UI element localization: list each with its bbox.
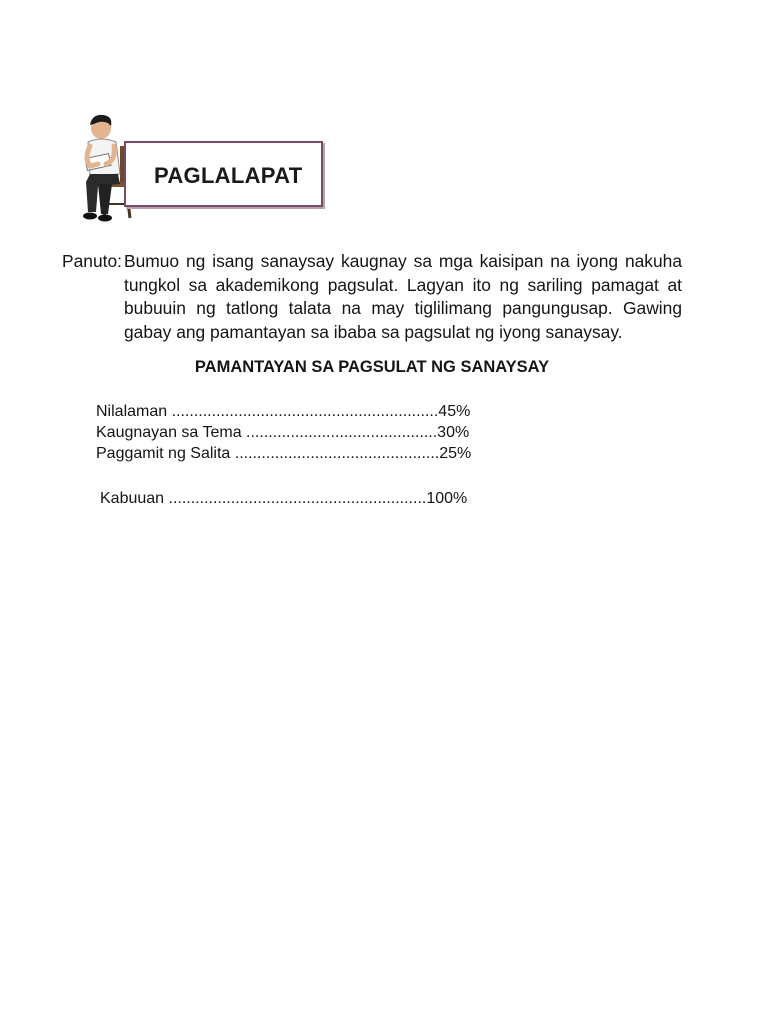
rubric-item-kaugnayan: Kaugnayan sa Tema ...........................................30%	[96, 424, 470, 441]
rubric-title: PAMANTAYAN SA PAGSULAT NG SANAYSAY	[194, 358, 550, 376]
section-title: PAGLALAPAT	[154, 163, 303, 188]
rubric-list	[96, 401, 516, 464]
instructions	[62, 250, 682, 344]
instructions-label: Panuto:	[62, 251, 122, 271]
rubric-item-nilalaman: Nilalaman ............................................................45%	[96, 403, 471, 420]
rubric-total: Kabuuan ..........................................................100%	[100, 490, 468, 507]
instructions-body: Bumuo ng isang sanaysay kaugnay sa mga kaisipan na iyong nakuha tungkol sa akademikong pagsulat. Lagyan ito ng sariling pamagat at bubuuin ng tatlong talata na may tiglilimang pangungusap. Gawing gabay ang pamantayan sa ibaba sa pagsulat ng iyong sanaysay.	[124, 251, 682, 342]
title-box	[124, 141, 323, 207]
rubric-item-paggamit: Paggamit ng Salita ..............................................25%	[96, 445, 472, 462]
